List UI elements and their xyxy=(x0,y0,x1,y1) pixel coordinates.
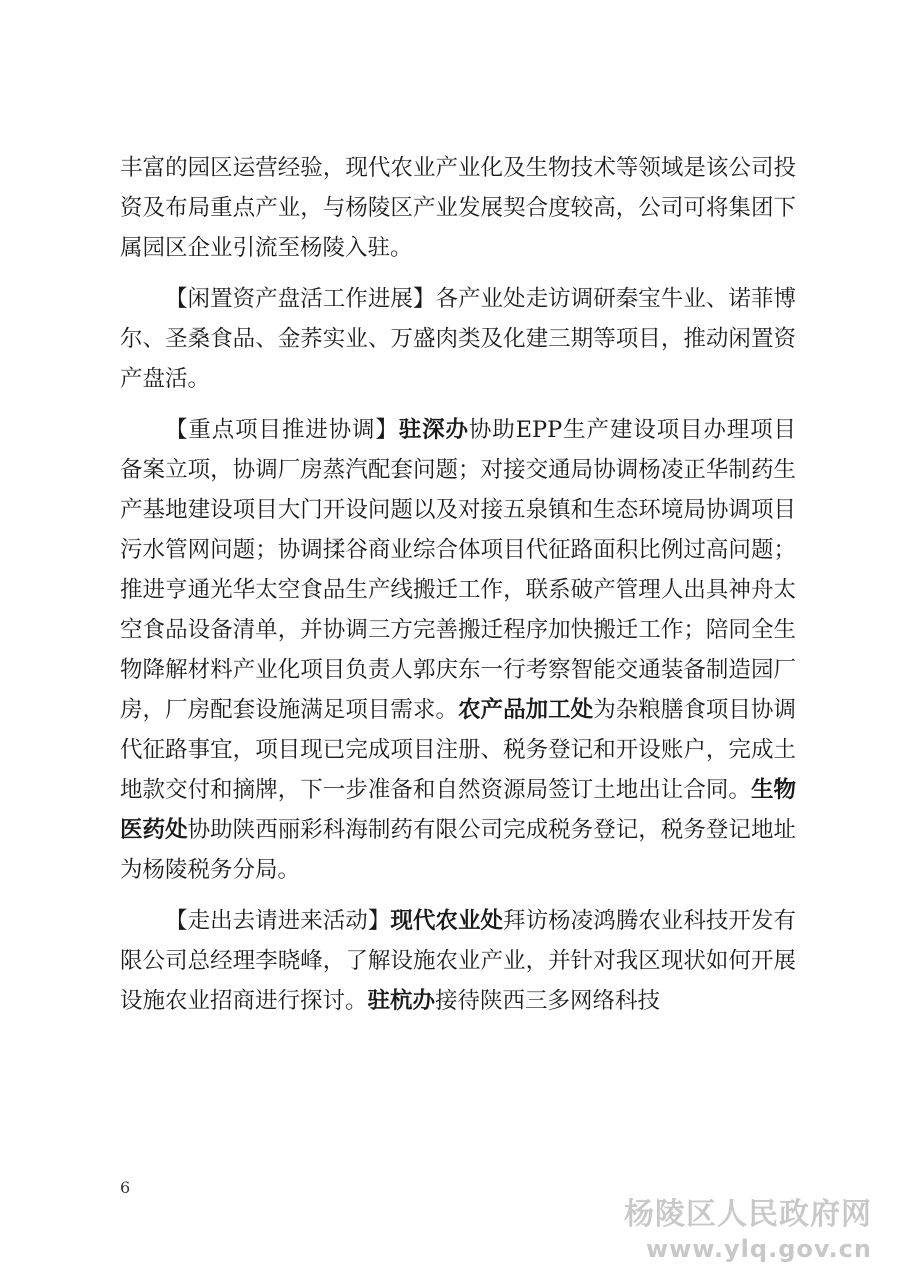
watermark-site-url: www.ylq.gov.cn xyxy=(645,1235,872,1263)
department-name: 生物医药处 xyxy=(120,777,796,843)
text-run: 拜访杨凌鸿腾农业科技开发有限公司总经理李晓峰，了解设施农业产业，并针对我区现状如何开展设施农业招商进行探讨。 xyxy=(120,908,796,1014)
text-run: 接待陕西三多网络科技 xyxy=(435,988,661,1014)
text-run: 丰富的园区运营经验，现代农业产业化及生物技术等领域是该公司投资及布局重点产业，与杨陵区产业发展契合度较高，公司可将集团下属园区企业引流至杨陵入驻。 xyxy=(120,155,796,261)
text-run: 【闲置资产盘活工作进展】各产业处走访调研秦宝牛业、诺菲博尔、圣桑食品、金荞实业、万盛肉类及化建三期等项目，推动闲置资产盘活。 xyxy=(120,286,796,392)
section-heading: 【重点项目推进协调】 xyxy=(165,417,399,443)
site-watermark xyxy=(624,1196,872,1264)
paragraph-outreach xyxy=(120,901,796,1021)
text-run: 协助EPP生产建设项目办理项目备案立项，协调厂房蒸汽配套问题；对接交通局协调杨凌正华制药生产基地建设项目大门开设问题以及对接五泉镇和生态环境局协调项目污水管网问题；协调揉谷商业综合体项目代征路面积比例过高问题；推进亨通光华太空食品生产线搬迁工作，联系破产管理人出具神舟太空食品设备清单，并协调三方完善搬迁程序加快搬迁工作；陪同全生物降解材料产业化项目负责人郭庆东一行考察智能交通装备制造园厂房，厂房配套设施满足项目需求。 xyxy=(120,417,796,723)
department-name: 驻杭办 xyxy=(367,988,436,1014)
department-name: 驻深办 xyxy=(398,417,469,443)
section-heading: 【走出去请进来活动】 xyxy=(165,908,391,934)
department-name: 现代农业处 xyxy=(390,908,504,934)
page-number: 6 xyxy=(120,1178,131,1197)
watermark-site-name: 杨陵区人民政府网 xyxy=(624,1197,872,1232)
paragraph-park-experience xyxy=(120,148,796,268)
text-run: 为杂粮膳食项目协调代征路事宜，项目现已完成项目注册、税务登记和开设账户，完成土地款交付和摘牌，下一步准备和自然资源局签订土地出让合同。 xyxy=(120,697,796,803)
department-name: 农产品加工处 xyxy=(458,697,594,723)
text-run: 协助陕西丽彩科海制药有限公司完成税务登记，税务登记地址为杨陵税务分局。 xyxy=(120,817,796,883)
paragraph-key-projects xyxy=(120,410,796,890)
paragraph-idle-assets xyxy=(120,279,796,399)
body-text xyxy=(120,148,796,1021)
